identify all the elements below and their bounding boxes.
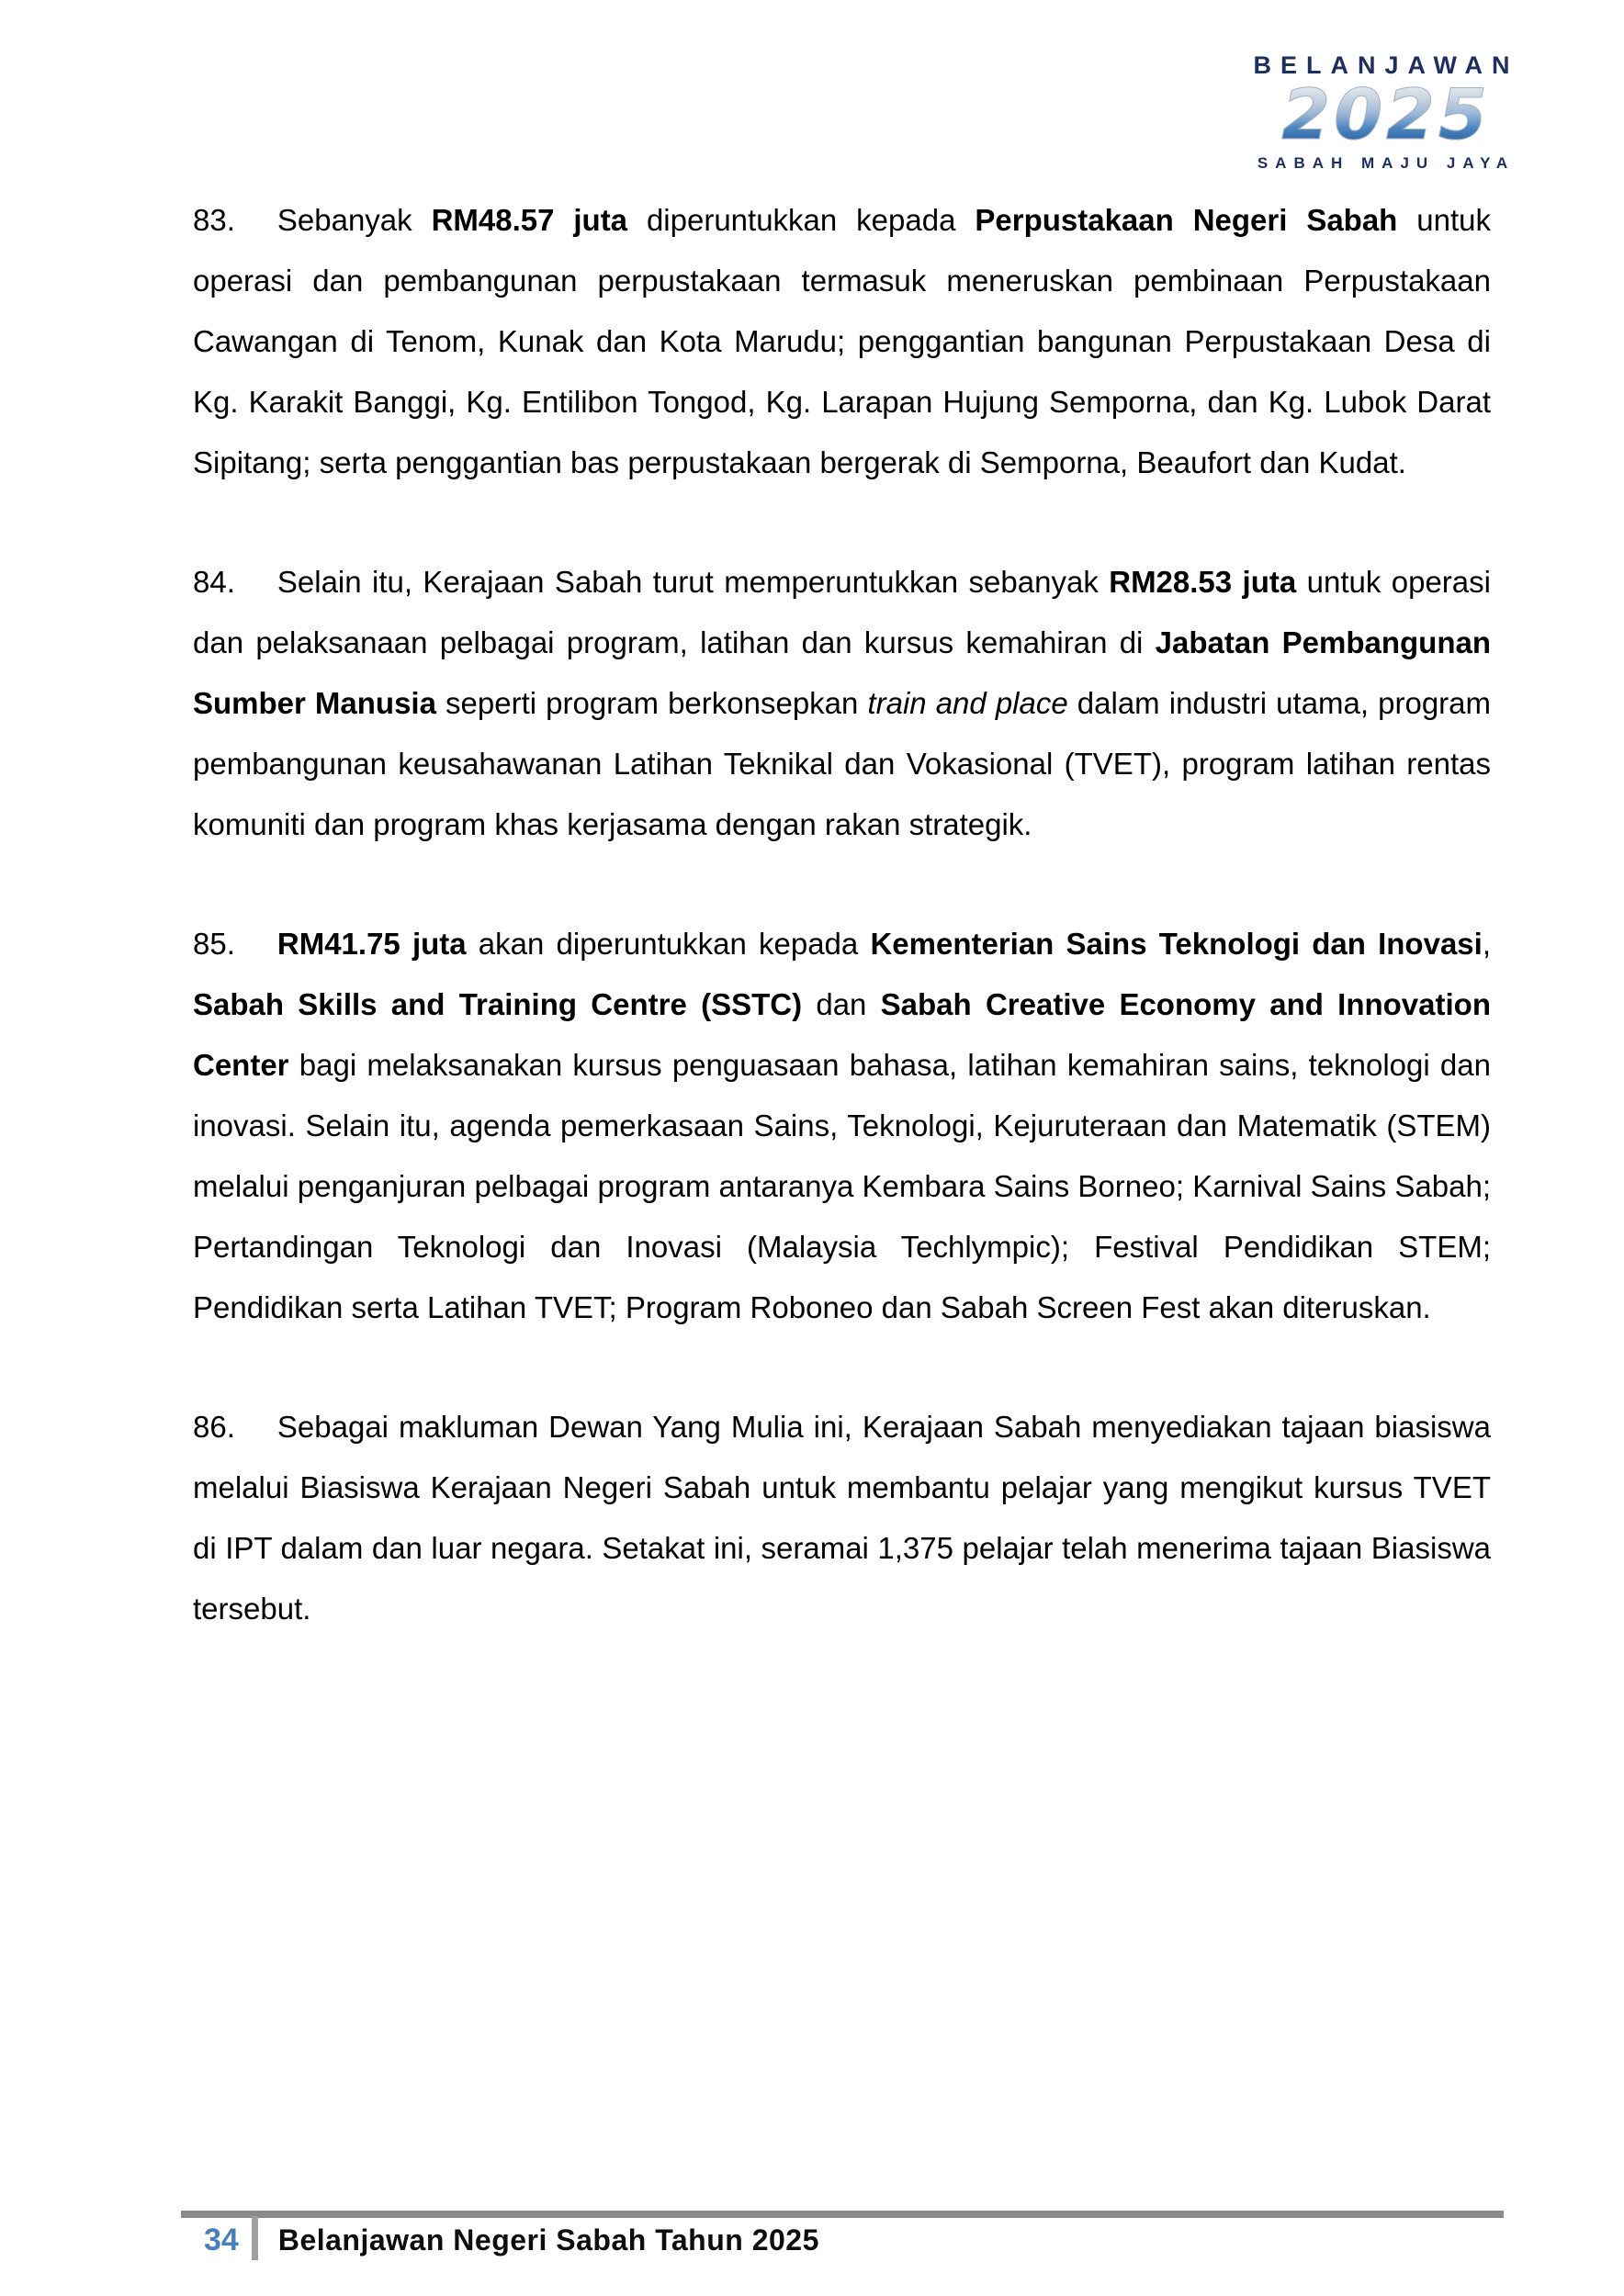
footer-divider: [252, 2216, 258, 2260]
paragraph-83: [193, 190, 1491, 493]
paragraph-85-number: 85.: [193, 927, 235, 961]
paragraph-84: [193, 552, 1491, 855]
footer-row: [181, 2218, 1504, 2262]
logo-sabah-maju-jaya-text: SABAH MAJU JAYA: [1257, 154, 1516, 172]
logo-belanjawan-text: BELANJAWAN: [1253, 51, 1519, 79]
paragraph-83-number: 83.: [193, 203, 235, 237]
paragraph-84-text: Selain itu, Kerajaan Sabah turut memperuntukkan sebanyak RM28.53 juta untuk operasi dan pelaksanaan pelbagai program, latihan dan kursus kemahiran di Jabatan Pembangunan Sumber Manusia seperti program berkonsepkan train and place dalam industri utama, program pembangunan keusahawanan Latihan Teknikal dan Vokasional (TVET), program latihan rentas komuniti dan program khas kerjasama dengan rakan strategik.: [193, 565, 1492, 841]
paragraph-85-text: RM41.75 juta akan diperuntukkan kepada Kementerian Sains Teknologi dan Inovasi, Sabah Skills and Training Centre (SSTC) dan Sabah Creative Economy and Innovation Center bagi melaksanakan kursus penguasaan bahasa, latihan kemahiran sains, teknologi dan inovasi. Selain itu, agenda pemerkasaan Sains, Teknologi, Kejuruteraan dan Matematik (STEM) melalui penganjuran pelbagai program antaranya Kembara Sains Borneo; Karnival Sains Sabah; Pertandingan Teknologi dan Inovasi (Malaysia Techlympic); Festival Pendidikan STEM; Pendidikan serta Latihan TVET; Program Roboneo dan Sabah Screen Fest akan diteruskan.: [193, 927, 1491, 1324]
footer-rule: [181, 2211, 1504, 2218]
paragraph-86-text: Sebagai makluman Dewan Yang Mulia ini, Kerajaan Sabah menyediakan tajaan biasiswa melalui Biasiswa Kerajaan Negeri Sabah untuk membantu pelajar yang mengikut kursus TVET di IPT dalam dan luar negara. Setakat ini, seramai 1,375 pelajar telah menerima tajaan Biasiswa tersebut.: [193, 1410, 1491, 1626]
footer-document-title: Belanjawan Negeri Sabah Tahun 2025: [277, 2223, 819, 2257]
paragraph-84-number: 84.: [193, 565, 235, 599]
page-footer: [181, 2211, 1504, 2262]
logo-year-2025: 2025: [1244, 80, 1528, 150]
paragraph-86: [193, 1397, 1491, 1639]
page-number: 34: [204, 2222, 239, 2257]
document-body: [193, 190, 1491, 1698]
paragraph-86-number: 86.: [193, 1410, 235, 1444]
paragraph-85: [193, 914, 1491, 1338]
belanjawan-2025-logo: [1244, 53, 1528, 171]
paragraph-83-text: Sebanyak RM48.57 juta diperuntukkan kepada Perpustakaan Negeri Sabah untuk operasi dan pembangunan perpustakaan termasuk meneruskan pembinaan Perpustakaan Cawangan di Tenom, Kunak dan Kota Marudu; penggantian bangunan Perpustakaan Desa di Kg. Karakit Banggi, Kg. Entilibon Tongod, Kg. Larapan Hujung Semporna, dan Kg. Lubok Darat Sipitang; serta penggantian bas perpustakaan bergerak di Semporna, Beaufort dan Kudat.: [193, 203, 1491, 479]
